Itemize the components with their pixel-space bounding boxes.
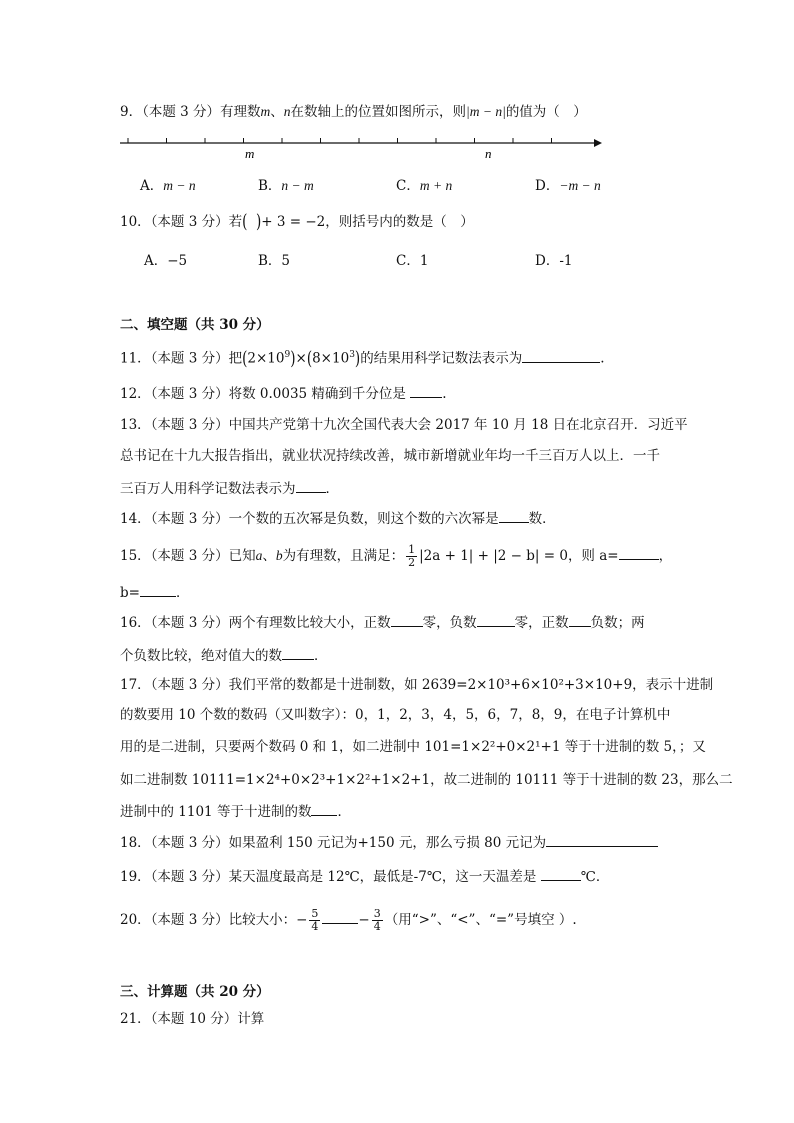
q9-option-d[interactable]: D．−m − n [535, 178, 601, 194]
q13-line-3: 三百万人用科学记数法表示为 ． [120, 478, 339, 499]
q9-meta: （本题 3 分） [142, 104, 221, 120]
q19-answer-blank[interactable] [541, 866, 581, 881]
q10-expr: + 3 = −2 [261, 214, 326, 230]
q9-var-n: n [283, 104, 291, 119]
q15-expr: |2a + 1| + |2 − b| = 0 [419, 548, 568, 564]
q12-answer-blank[interactable] [410, 383, 442, 398]
q9-option-a[interactable]: A．m − n [140, 178, 196, 194]
q16-line-1: 16．（本题 3 分）两个有理数比较大小，正数 零，负数 零，正数 负数；两 [120, 612, 645, 633]
q13-line-2: 总书记在十九大报告指出，就业状况持续改善，城市新增就业年均一千三百万人以上．一千 [120, 448, 660, 464]
q16-blank-2[interactable] [477, 612, 515, 627]
q14-stem: 14．（本题 3 分）一个数的五次幂是负数，则这个数的六次幂是 数． [120, 508, 556, 529]
q20-fraction-1: $\frac{5}{4}$ [311, 907, 319, 933]
q19-stem: 19．（本题 3 分）某天温度最高是 12℃，最低是-7℃，这一天温差是 ℃． [120, 866, 609, 887]
q12-stem: 12．（本题 3 分）将数 0.0035 精确到千分位是 . [120, 383, 447, 404]
q17-line-2: 的数要用 10 个数的数码（又叫数字）：0，1，2，3，4，5，6，7，8，9，在电子计算机中 [120, 707, 671, 723]
q20-fraction-2: $\frac{3}{4}$ [373, 907, 381, 933]
q13-line-1: 13．（本题 3 分）中国共产党第十九次全国代表大会 2017 年 10 月 18 日在北京召开．习近平 [120, 417, 688, 433]
q17-line-3: 用的是二进制，只要两个数码 0 和 1，如二进制中 101=1×2²+0×2¹+1 等于十进制的数 5，；又 [120, 739, 706, 755]
q16-blank-3[interactable] [569, 612, 591, 627]
q9-sep: 、 [270, 104, 284, 120]
q15-line-2: b= ． [120, 582, 189, 603]
q18-stem: 18．（本题 3 分）如果盈利 150 元记为+150 元，那么亏损 80 元记为 [120, 832, 658, 853]
q10-option-a[interactable]: A．−5 [144, 253, 188, 269]
q21-stem: 21．（本题 10 分）计算 [120, 1011, 265, 1027]
q15-stem: 15．（本题 3 分）已知a、b为有理数，且满足： $\frac{1}{2}$ |2a + 1| + |2 − b| = 0，则 a= ， [120, 543, 673, 569]
q11-answer-blank[interactable] [522, 348, 600, 363]
section-2-title: 二、填空题（共 30 分） [120, 317, 270, 333]
q17-line-5: 进制中的 1101 等于十进制的数 ． [120, 801, 351, 822]
q20-answer-blank[interactable] [322, 909, 358, 924]
q9-option-b[interactable]: B．n − m [258, 178, 314, 194]
arrow-right-icon [594, 139, 602, 147]
q16-blank-4[interactable] [282, 645, 314, 660]
q17-line-4: 如二进制数 10111=1×2⁴+0×2³+1×2²+1×2+1，故二进制的 10111 等于十进制的数 23，那么二 [120, 772, 733, 788]
q17-answer-blank[interactable] [311, 801, 337, 816]
q16-blank-1[interactable] [391, 612, 423, 627]
q18-answer-blank[interactable] [546, 832, 658, 847]
q15-fraction: $\frac{1}{2}$ [408, 543, 416, 569]
q9-text-b: 在数轴上的位置如图所示，则 [290, 104, 467, 120]
q17-line-1: 17．（本题 3 分）我们平常的数都是十进制数，如 2639=2×10³+6×10²+3×10+9，表示十进制 [120, 677, 714, 693]
q11-stem: 11．（本题 3 分）把$(2\times 10^9)\times(8\times 10^3)$的结果用科学记数法表示为 . [120, 347, 605, 370]
section-3-title: 三、计算题（共 20 分） [120, 984, 270, 1000]
q10-option-b[interactable]: B．5 [258, 253, 291, 269]
q10-option-d[interactable]: D．-1 [535, 253, 573, 269]
number-line [118, 134, 608, 166]
axis-label-n: n [485, 146, 492, 161]
q16-line-2: 个负数比较，绝对值大的数 ． [120, 645, 328, 666]
q20-stem: 20．（本题 3 分）比较大小：− $\frac{5}{4}$ − $\frac{3}{4}$ （用“>”、“<”、“=”号填空 ）. [120, 907, 577, 933]
q14-answer-blank[interactable] [499, 508, 529, 523]
q9-var-m: m [260, 104, 271, 119]
q9-number: 9． [120, 104, 143, 120]
q15-answer-a-blank[interactable] [619, 545, 659, 560]
q10-option-c[interactable]: C．1 [396, 253, 429, 269]
q15-answer-b-blank[interactable] [140, 582, 176, 597]
q9-text-a: 有理数 [220, 104, 261, 120]
q9-option-c[interactable]: C．m + n [396, 178, 453, 194]
q10-stem: 10．（本题 3 分）若( )+ 3 = −2，则括号内的数是（ ） [120, 211, 474, 233]
q9-text-c: 的值为（ ） [505, 104, 587, 120]
q9-stem [120, 102, 587, 122]
q9-abs-expr: |m − n| [466, 104, 506, 119]
axis-label-m: m [245, 146, 255, 161]
q13-answer-blank[interactable] [296, 478, 326, 493]
